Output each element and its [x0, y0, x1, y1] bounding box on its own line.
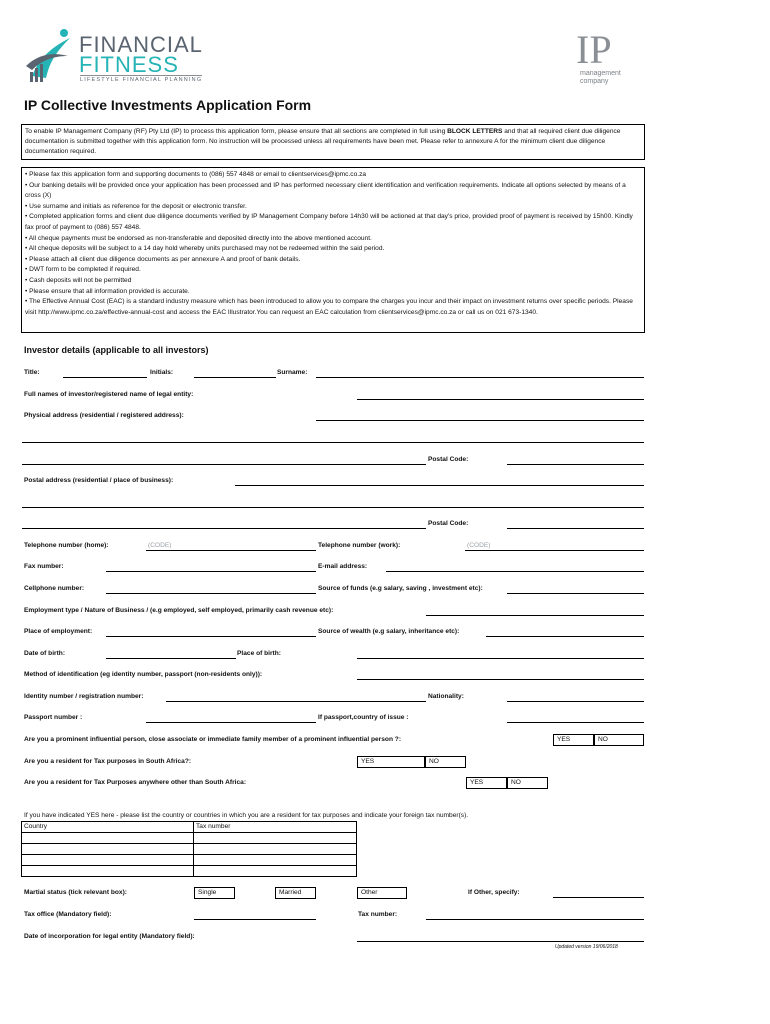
postal-address-field-3[interactable]: [22, 528, 426, 529]
postal-code-label: Postal Code:: [428, 456, 469, 463]
surname-label: Surname:: [277, 369, 308, 376]
initials-label: Initials:: [150, 369, 174, 376]
physical-address-field-1[interactable]: [316, 420, 644, 421]
tax-office-field[interactable]: [194, 919, 316, 920]
fax-label: Fax number:: [24, 563, 64, 570]
instructions-box: [21, 167, 645, 333]
passport-country-label: If passport,country of issue :: [318, 714, 409, 721]
tel-work-field[interactable]: [465, 550, 644, 551]
title-field[interactable]: [63, 377, 147, 378]
dob-label: Date of birth:: [24, 650, 66, 657]
intro-bold: BLOCK LETTERS: [447, 128, 503, 135]
tax-note: If you have indicated YES here - please list the country or countries in which you are a resident for tax purposes and indicate your foreign tax number(s).: [24, 812, 469, 819]
postal-code-label-2: Postal Code:: [428, 520, 469, 527]
country-cell[interactable]: [22, 866, 194, 877]
initials-field[interactable]: [194, 377, 276, 378]
passport-country-field[interactable]: [507, 722, 644, 723]
id-number-field[interactable]: [166, 701, 426, 702]
tax-other-no-box[interactable]: NO: [507, 777, 548, 789]
instruction-item: • All cheque payments must be endorsed as non-transferable and deposited directly into the above mentioned account.: [25, 234, 372, 242]
source-wealth-field[interactable]: [486, 636, 644, 637]
section-title: Investor details (applicable to all investors): [24, 345, 209, 355]
intro-box: [21, 124, 645, 160]
logo-line2: FITNESS: [79, 52, 179, 77]
tax-number-cell[interactable]: [194, 866, 357, 877]
fax-field[interactable]: [106, 571, 316, 572]
instruction-item: • Please ensure that all information provided is accurate.: [25, 287, 190, 295]
marital-label: Martial status (tick relevant box):: [24, 889, 127, 896]
marital-married-box[interactable]: Married: [275, 887, 316, 899]
passport-label: Passport number :: [24, 714, 83, 721]
country-cell[interactable]: [22, 833, 194, 844]
table-header-row: [22, 822, 357, 833]
ip-logo-mark: IP: [576, 27, 612, 72]
tax-number-label: Tax number:: [358, 911, 398, 918]
foreign-tax-table: [21, 821, 357, 877]
tel-home-field[interactable]: [146, 550, 316, 551]
ip-logo-sub: [580, 70, 621, 86]
tax-sa-no-box[interactable]: NO: [425, 756, 466, 768]
ip-logo-line1: management: [580, 70, 621, 77]
physical-address-field-3[interactable]: [22, 464, 426, 465]
tax-office-label: Tax office (Mandatory field):: [24, 911, 112, 918]
postal-address-field-2[interactable]: [22, 507, 644, 508]
instruction-item: • The Effective Annual Cost (EAC) is a standard industry measure which has been introduced to allow you to compare the charges you incur and their impact on investment returns over specific periods. Please visit http://www.ipmc.co.za/effective-annual-cost and access the EAC Illustrator.You can request an EAC calculation from clientservices@ipmc.co.za or call us on 021 673-1340.: [25, 298, 633, 316]
physical-postal-code-field[interactable]: [507, 464, 644, 465]
table-row: [22, 844, 357, 855]
tel-home-code: (CODE): [148, 542, 172, 549]
postal-address-label: Postal address (residential / place of business):: [24, 477, 174, 484]
logo-tagline: LIFESTYLE FINANCIAL PLANNING: [80, 77, 203, 83]
country-header: Country: [22, 822, 194, 833]
tel-work-code: (CODE): [467, 542, 491, 549]
financial-fitness-logo: [24, 26, 234, 88]
intro-text-2: and that all required client due diligence documentation is submitted together with this application form. No instruction will be processed unless all requirements have been met. Please refer to annexure A for the minimum client due diligence documentation required.: [25, 128, 621, 155]
place-employment-label: Place of employment:: [24, 628, 93, 635]
table-row: [22, 855, 357, 866]
method-id-label: Method of identification (eg identity number, passport (non-residents only)):: [24, 671, 263, 678]
marital-other-box[interactable]: Other: [357, 887, 407, 899]
table-row: [22, 866, 357, 877]
logo-line1: FINANCIAL: [79, 32, 203, 57]
instruction-item: • Completed application forms and client due diligence documents verified by IP Management Company before 14h30 will be actioned at that day's price, provided proof of payment is received by 15h00. Kindly fax proof of payment to (086) 557 4848.: [25, 213, 633, 231]
place-birth-label: Place of birth:: [237, 650, 281, 657]
tax-number-field[interactable]: [426, 919, 644, 920]
swirl-person-icon: [24, 26, 76, 86]
place-birth-field[interactable]: [357, 658, 644, 659]
nationality-field[interactable]: [507, 701, 644, 702]
marital-single-box[interactable]: Single: [194, 887, 235, 899]
nationality-label: Nationality:: [428, 693, 464, 700]
dob-field[interactable]: [106, 658, 236, 659]
surname-field[interactable]: [316, 377, 644, 378]
physical-address-label: Physical address (residential / registered address):: [24, 412, 184, 419]
instruction-item: • Our banking details will be provided once your application has been processed and IP has performed necessary client identification and verification requirements. Indicate all options selected by means of a cross (X): [25, 181, 626, 200]
postal-address-field-1[interactable]: [235, 485, 644, 486]
employment-type-label: Employment type / Nature of Business / (e.g employed, self employed, primarily cash revenue etc):: [24, 607, 334, 614]
tax-number-cell[interactable]: [194, 855, 357, 866]
cell-label: Cellphone number:: [24, 585, 85, 592]
cell-field[interactable]: [106, 593, 316, 594]
id-number-label: Identity number / registration number:: [24, 693, 144, 700]
tax-other-label: Are you a resident for Tax Purposes anywhere other than South Africa:: [24, 779, 247, 786]
place-employment-field[interactable]: [106, 636, 316, 637]
if-other-field[interactable]: [553, 897, 644, 898]
instruction-item: • Please attach all client due diligence documents as per annexure A and proof of bank details.: [25, 255, 301, 263]
source-funds-field[interactable]: [507, 593, 644, 594]
table-row: [22, 833, 357, 844]
email-label: E-mail address:: [318, 563, 368, 570]
if-other-label: If Other, specify:: [468, 889, 520, 896]
ip-management-logo: [574, 27, 644, 86]
full-names-field[interactable]: [357, 399, 644, 400]
page-title: IP Collective Investments Application Form: [24, 97, 312, 113]
physical-address-field-2[interactable]: [22, 442, 644, 443]
employment-type-field[interactable]: [426, 615, 644, 616]
country-cell[interactable]: [22, 844, 194, 855]
instruction-item: • DWT form to be completed if required.: [25, 266, 141, 274]
tax-other-yes-box[interactable]: YES: [466, 777, 507, 789]
pip-question-label: Are you a prominent influential person, close associate or immediate family member of a prominent influential person ?:: [24, 736, 402, 743]
tax-number-cell[interactable]: [194, 833, 357, 844]
tax-number-cell[interactable]: [194, 844, 357, 855]
tel-home-label: Telephone number (home):: [24, 542, 109, 549]
pip-no-box[interactable]: NO: [594, 734, 644, 746]
source-wealth-label: Source of wealth (e.g salary, inheritance etc):: [318, 628, 460, 635]
instruction-item: • Please fax this application form and supporting documents to (086) 557 4848 or email to clientservices@ipmc.co.za: [25, 171, 367, 178]
method-id-field[interactable]: [357, 679, 644, 680]
updated-version: Updated version 19/06/2018: [555, 944, 618, 950]
title-label: Title:: [24, 369, 40, 376]
incorporation-label: Date of incorporation for legal entity (Mandatory field):: [24, 933, 195, 940]
instruction-item: • All cheque deposits will be subject to a 14 day hold whereby units purchased may not be redeemed within the said period.: [25, 245, 385, 253]
pip-yes-box[interactable]: YES: [553, 734, 594, 746]
intro-text-1: To enable IP Management Company (RF) Pty Ltd (IP) to process this application form, please ensure that all sections are completed in full using: [25, 128, 448, 135]
tax-sa-label: Are you a resident for Tax purposes in South Africa?:: [24, 758, 192, 765]
passport-field[interactable]: [146, 722, 316, 723]
ip-logo-line2: company: [580, 78, 609, 85]
tax-sa-yes-box[interactable]: YES: [357, 756, 425, 768]
tel-work-label: Telephone number (work):: [318, 542, 401, 549]
country-cell[interactable]: [22, 855, 194, 866]
email-field[interactable]: [386, 571, 644, 572]
instruction-item: • Cash deposits will not be permitted: [25, 276, 132, 284]
full-names-label: Full names of investor/registered name of legal entity:: [24, 391, 194, 398]
tax-number-header: Tax number: [194, 822, 357, 833]
source-funds-label: Source of funds (e.g salary, saving , investment etc):: [318, 585, 483, 592]
incorporation-field[interactable]: [357, 941, 644, 942]
postal-postal-code-field[interactable]: [507, 528, 644, 529]
instruction-item: • Use surname and initials as reference for the deposit or electronic transfer.: [25, 202, 247, 210]
